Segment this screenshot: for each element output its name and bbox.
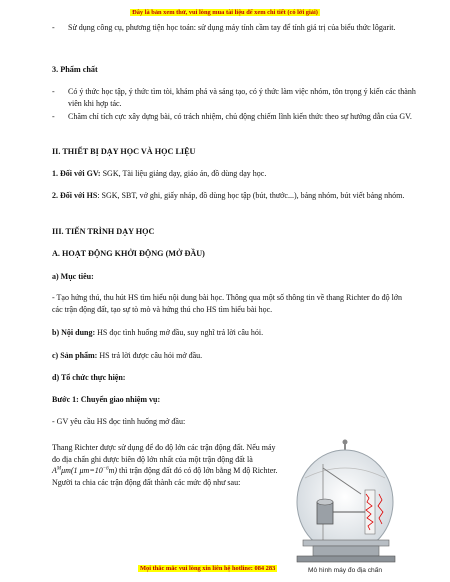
noi-dung <box>52 327 408 339</box>
hotline-footer <box>138 562 277 574</box>
gv-materials <box>52 168 408 180</box>
gv-yeu-cau: - GV yêu cầu HS đọc tình huống mở đầu: <box>52 417 186 426</box>
richter-amplitude-sup: M <box>56 466 62 472</box>
preview-banner-text: Đây là bản xem thử, vui lòng mua tài liệu để xem chi tiết (có lời giải) <box>132 9 318 16</box>
bullet-tool-usage-text: Sử dụng công cụ, phương tiện học toán: sử dụng máy tính cầm tay để tính giá trị của biểu thức lôgarit. <box>68 23 396 32</box>
bullet-pham-chat-1 <box>52 86 424 109</box>
to-chuc-heading: d) Tổ chức thực hiện: <box>52 373 126 382</box>
seismograph-illustration <box>283 438 411 576</box>
bullet-pham-chat-2 <box>52 111 424 123</box>
bullet-tool-usage <box>52 22 424 34</box>
preview-banner <box>0 6 450 18</box>
hs-materials <box>52 190 408 202</box>
muc-tieu-text: - Tạo hứng thú, thu hút HS tìm hiểu nội dung bài học. Thông qua một số thông tin về thang Richter đo độ lớn các trận động đất, tạo sự tò mò và hứng thú cho HS tìm hiểu bài học. <box>52 293 403 314</box>
gv-materials-text: SGK, Tài liệu giảng dạy, giáo án, đồ dùng dạy học. <box>100 169 267 178</box>
richter-unit-end: m) <box>108 466 118 476</box>
bullet-pham-chat-2-text: Chăm chỉ tích cực xây dựng bài, có trách nhiệm, chủ động chiếm lĩnh kiến thức theo sự hướng dẫn của GV. <box>68 112 412 121</box>
buoc-1-heading: Bước 1: Chuyển giao nhiệm vụ: <box>52 395 161 404</box>
gv-materials-label: 1. Đối với GV: <box>52 169 101 178</box>
hs-materials-text: : SGK, SBT, vở ghi, giấy nháp, đồ dùng học tập (bút, thước...), bảng nhóm, bút viết bảng nhóm. <box>97 191 405 200</box>
section-ii-heading: II. THIẾT BỊ DẠY HỌC VÀ HỌC LIỆU <box>52 147 196 156</box>
san-pham-text: HS trả lời được câu hỏi mở đầu. <box>97 351 203 360</box>
hotline-footer-text: Mọi thắc mắc vui lòng xin liên hệ hotline: 084 283 <box>140 565 276 572</box>
noi-dung-label: b) Nội dung: <box>52 328 96 337</box>
section-iii-heading: III. TIẾN TRÌNH DẠY HỌC <box>52 227 155 236</box>
section-a-heading: A. HOẠT ĐỘNG KHỞI ĐỘNG (MỞ ĐẦU) <box>52 249 205 258</box>
richter-paragraph <box>52 442 278 488</box>
richter-text-2: thì trận động đất đó có độ lớn bằng M độ Richter. Người ta chia các trận động đất thành các mức độ như sau: <box>52 466 278 487</box>
dash-marker: - <box>52 23 55 32</box>
richter-unit: μm(1 μm=10 <box>61 466 103 476</box>
richter-exponent: −6 <box>102 466 109 472</box>
bullet-pham-chat-1-text: Có ý thức học tập, ý thức tìm tòi, khám phá và sáng tạo, có ý thức làm việc nhóm, tôn trọng ý kiến các thành viên khi hợp tác. <box>68 87 416 108</box>
richter-amplitude-symbol: A <box>52 466 57 476</box>
noi-dung-text: HS đọc tình huống mở đầu, suy nghĩ trả lời câu hỏi. <box>95 328 264 337</box>
san-pham <box>52 350 408 362</box>
richter-text-1: Thang Richter được sử dụng để đo độ lớn các trận động đất. Nếu máy đo địa chấn ghi được biên độ lớn nhất của một trận động đất là <box>52 443 276 464</box>
muc-tieu-heading: a) Mục tiêu: <box>52 272 94 281</box>
dash-marker: - <box>52 87 55 96</box>
hs-materials-label: 2. Đối với HS <box>52 191 98 200</box>
figure-caption: Mô hình máy đo địa chấn <box>307 567 383 574</box>
richter-amplitude <box>52 466 117 475</box>
dash-marker: - <box>52 112 55 121</box>
section-pham-chat: 3. Phẩm chất <box>52 65 98 74</box>
san-pham-label: c) Sản phẩm: <box>52 351 98 360</box>
